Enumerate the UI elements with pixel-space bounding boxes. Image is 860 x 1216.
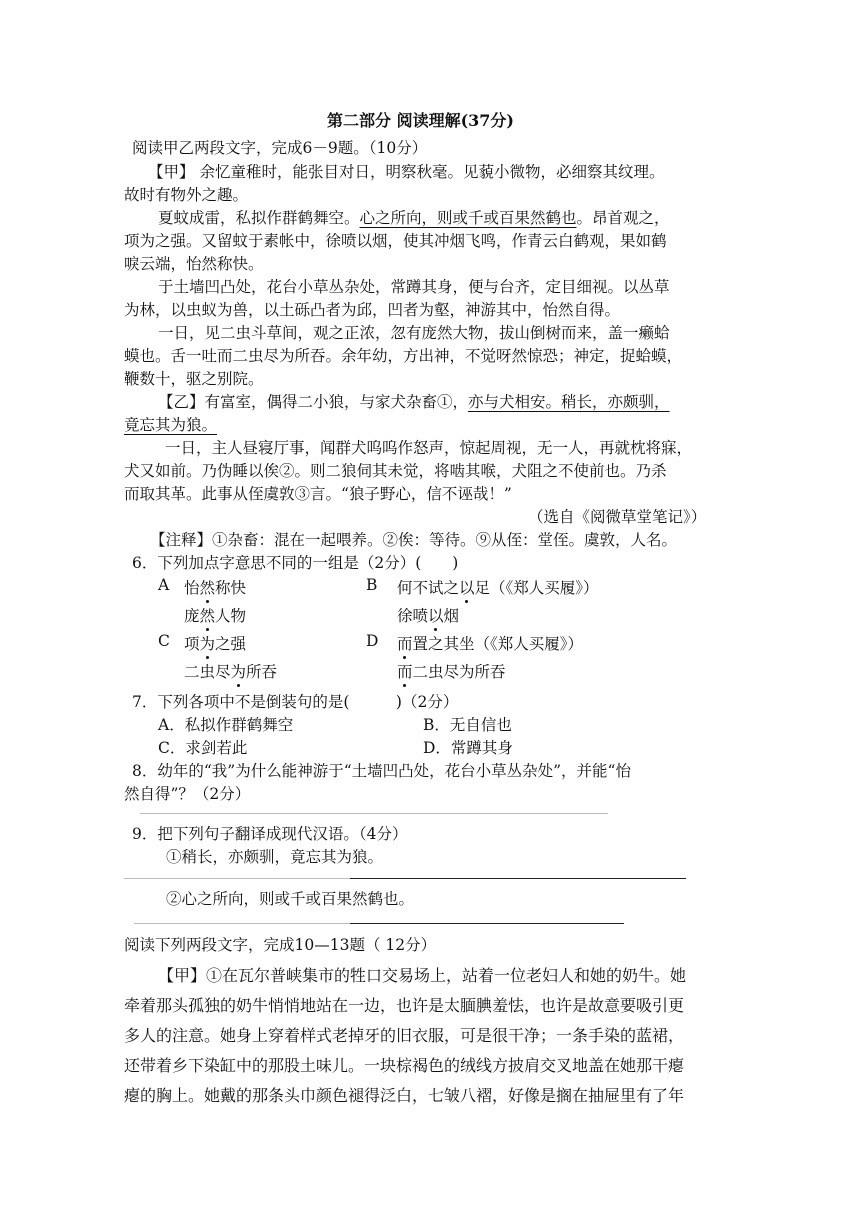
q6-option-a-line-1: 怡然称快 [184,579,247,597]
section-title: 第二部分 阅读理解(37分) [327,111,514,130]
q6-option-b-line-1: 何不试之以足（《郑人买履》） [397,579,599,597]
emphasis-dot-char: 为 [199,635,216,653]
q6-option-d-label: D [366,632,379,650]
question-7: 7．下列各项中不是倒装句的是( )（2分） [132,693,459,711]
q7-option-c: C．求剑若此 [158,739,248,757]
q6-option-b-label: B [366,576,378,594]
underlined-sentence-1: 心之所向，则或千或百果然鹤也 [359,209,577,227]
answer-line-q9-1-left[interactable] [124,878,350,879]
passage-yi-line-5: 而取其革。此事从侄虞敦③言。“狼子野心，信不诬哉！” [124,485,512,503]
answer-line-q9-2-left[interactable] [134,923,350,924]
q6-option-a-label: A [158,576,170,594]
q7-option-b: B．无自信也 [423,716,512,734]
answer-line-q9-1-right[interactable] [350,878,686,879]
q7-option-a: A．私拟作群鹤舞空 [158,716,294,734]
passage-2-line-2: 牵着那头孤独的奶牛悄悄地站在一边，也许是太腼腆羞怯，也许是故意要吸引更 [124,996,685,1015]
passage-2-line-1: 【甲】①在瓦尔普峡集市的牲口交易场上，站着一位老妇人和她的奶牛。她 [158,966,687,985]
passage-yi-line-4: 犬又如前。乃伪睡以俟②。则二狼伺其未觉，将啮其喉，犬阻之不使前也。乃杀 [124,462,667,480]
emphasis-dot-char: 然 [199,607,216,625]
part1-instruction: 阅读甲乙两段文字，完成6－9题。（10分） [132,139,428,157]
emphasis-dot-char: 以 [428,607,444,625]
passage-jia-line-2: 故时有物外之趣。 [124,186,249,204]
q6-option-a-line-2: 庞然人物 [184,607,247,625]
q7-option-d: D．常蹲其身 [423,739,513,757]
passage-2-line-4: 还带着乡下染缸中的那股土味儿。一块棕褐色的绒线方披肩交叉地盖在她那干瘪 [124,1056,685,1075]
passage-jia-line-1: 【甲】 余忆童稚时，能张目对日，明察秋毫。见藐小微物，必细察其纹理。 [148,163,665,181]
answer-line-q9-2-right[interactable] [350,923,624,924]
emphasis-dot-char: 以 [459,579,475,597]
question-8-line-2: 然自得”？（2分） [124,785,251,803]
passage-yi-line-1: 【乙】有富室，偶得二小狼，与家犬杂畜①，亦与犬相安。稍长，亦颇驯， [158,393,670,411]
q6-option-c-line-1: 项为之强 [184,635,247,653]
passage-jia-line-7: 为林，以虫蚁为兽，以土砾凸者为邱，凹者为壑，神游其中，怡然自得。 [124,301,621,319]
passage-jia-line-5: 唳云端，怡然称快。 [124,255,264,273]
q6-option-c-label: C [158,632,170,650]
passage-jia-line-8: 一日，见二虫斗草间，观之正浓，忽有庞然大物，拔山倒树而来，盖一癞蛤 [158,324,670,342]
passage-jia-line-4: 项为之强。又留蚊于素帐中，徐喷以烟，使其冲烟飞鸣，作青云白鹤观，果如鹤 [124,232,667,250]
passage-2-line-5: 瘪的胸上。她戴的那条头巾颜色褪得泛白，七皱八褶，好像是搁在抽屉里有了年 [124,1086,685,1105]
passage-jia-line-3: 夏蚊成雷，私拟作群鹤舞空。心之所向，则或千或百果然鹤也。昂首观之， [158,209,670,227]
underlined-sentence-2: 亦与犬相安。稍长，亦颇驯， [468,393,670,411]
passage-jia-line-10: 鞭数十，驱之别院。 [124,370,264,388]
question-6: 6．下列加点字意思不同的一组是（2分）( ) [132,554,459,572]
part2-instruction: 阅读下列两段文字，完成10—13题（ 12分） [124,936,437,954]
q6-option-b-line-2: 徐喷以烟 [397,607,460,625]
passage-yi-line-2 [124,413,217,435]
passage-jia-line-9: 蟆也。舌一吐而二虫尽为所吞。余年幼，方出神，不觉呀然惊恐；神定，捉蛤蟆， [124,347,683,365]
question-9-item-2: ②心之所向，则或千或百果然鹤也。 [166,890,415,908]
emphasis-dot-char: 然 [199,579,216,597]
passage-yi-line-3: 一日，主人昼寝厅事，闻群犬呜呜作怒声，惊起周视，无一人，再就枕将寐， [165,439,693,457]
question-9: 9．把下列句子翻译成现代汉语。（4分） [132,825,408,843]
emphasis-dot-char: 而 [397,635,413,653]
passage-jia-label: 【甲】 [148,163,195,181]
question-8-line-1: 8．幼年的“我”为什么能神游于“土墙凹凸处，花台小草丛杂处”，并能“怡 [132,762,631,780]
passage-jia-line-6: 于土墙凹凸处，花台小草丛杂处，常蹲其身，便与台齐，定目细视。以丛草 [158,278,670,296]
passage-source: （选自《阅微草堂笔记》） [528,508,707,526]
passage-notes: 【注释】①杂畜：混在一起喂养。②俟：等待。⑨从侄：堂侄。虞敦，人名。 [150,531,678,549]
emphasis-dot-char: 为 [230,663,247,681]
q6-option-d-line-2: 而二虫尽为所吞 [397,663,506,681]
passage-2-line-3: 多人的注意。她身上穿着样式老掉牙的旧衣服，可是很干净；一条手染的蓝裙， [124,1026,685,1045]
q6-option-c-line-2: 二虫尽为所吞 [184,663,278,681]
q6-option-d-line-1: 而置之其坐（《郑人买履》） [397,635,584,653]
question-9-item-1: ①稍长，亦颇驯，竟忘其为狼。 [166,848,384,866]
emphasis-dot-char: 而 [397,663,413,681]
answer-line-q8[interactable] [140,813,608,814]
underlined-sentence-2-cont: 竟忘其为狼。 [124,416,218,434]
